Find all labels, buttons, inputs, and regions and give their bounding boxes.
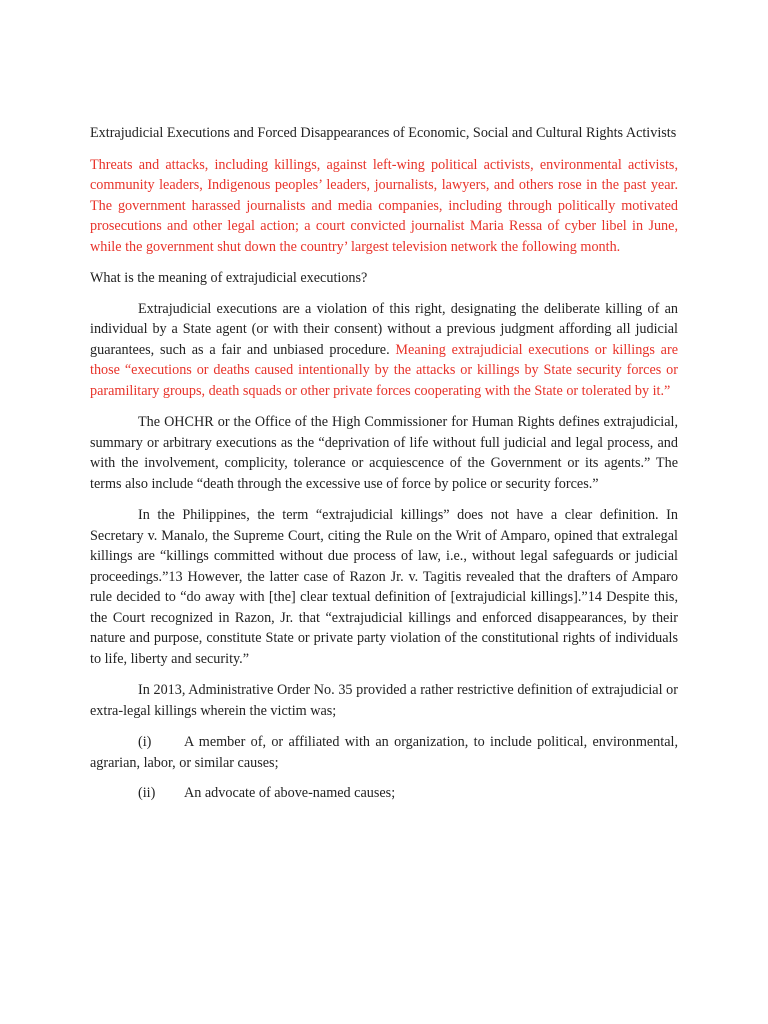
threats-paragraph: Threats and attacks, including killings, against left-wing political activists, environmental activists, community leaders, Indigenous peoples’ leaders, journalists, lawyers, and others rose in the past year. The government harassed journalists and media companies, including through politically motivated prosecutions and other legal action; a court convicted journalist Maria Ressa of cyber libel in June, while the government shut down the country’ largest television network the following month. bbox=[90, 156, 678, 255]
list-item-number: (ii) bbox=[138, 785, 156, 801]
document-title: Extrajudicial Executions and Forced Disappearances of Economic, Social and Cultural Rights Activists bbox=[90, 125, 677, 141]
list-item bbox=[90, 783, 678, 804]
ohchr-paragraph: The OHCHR or the Office of the High Commissioner for Human Rights defines extrajudicial, summary or arbitrary executions as the “deprivation of life without full judicial and legal process, and with the involvement, complicity, tolerance or acquiescence of the Government or its agents.” The terms also include “death through the excessive use of force by police or security forces.” bbox=[90, 414, 678, 492]
definition-text: Extrajudicial executions are a violation of this right, designating the deliberate killing of an individual by a State agent (or with their consent) without a previous judgment affording all judicial guarantees, such as a fair and unbiased procedure. bbox=[90, 300, 678, 358]
list-item-text: A member of, or affiliated with an organization, to include political, environmental, agrarian, labor, or similar causes; bbox=[90, 734, 678, 771]
definition-paragraph bbox=[90, 299, 678, 402]
administrative-order-paragraph: In 2013, Administrative Order No. 35 provided a rather restrictive definition of extrajudicial or extra-legal killings wherein the victim was; bbox=[90, 682, 678, 719]
document-page bbox=[90, 123, 678, 814]
list-item-text: An advocate of above-named causes; bbox=[184, 785, 396, 801]
philippines-paragraph: In the Philippines, the term “extrajudicial killings” does not have a clear definition. In Secretary v. Manalo, the Supreme Court, citing the Rule on the Writ of Amparo, opined that extralegal killings are “killings committed without due process of law, i.e., without legal safeguards or judicial proceedings.”13 However, the latter case of Razon Jr. v. Tagitis revealed that the drafters of Amparo rule decided to “do away with [the] clear textual definition of [extrajudicial killings].”14 Despite this, the Court recognized in Razon, Jr. that “extrajudicial killings and enforced disappearances, by their nature and purpose, constitute State or private party violation of the constitutional rights of individuals to life, liberty and security.” bbox=[90, 507, 678, 667]
list-item bbox=[90, 732, 678, 773]
list-item-number: (i) bbox=[138, 734, 152, 750]
definition-highlight: Meaning extrajudicial executions or killings are those “executions or deaths caused intentionally by the attacks or killings by State security forces or paramilitary groups, death squads or other private forces cooperating with the State or tolerated by it.” bbox=[90, 341, 678, 399]
question-heading: What is the meaning of extrajudicial executions? bbox=[90, 270, 368, 286]
